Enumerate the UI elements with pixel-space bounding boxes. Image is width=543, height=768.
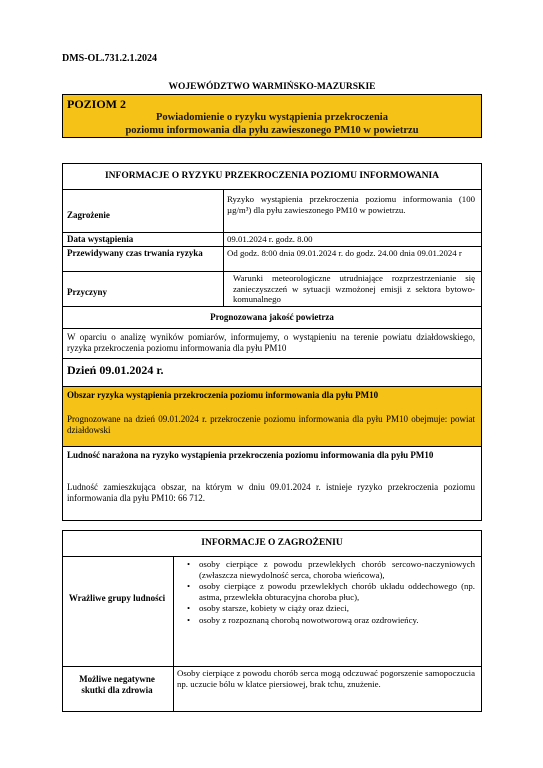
list-item: • osoby cierpiące z powodu przewlekłych chorób sercowo-naczyniowych (zwłaszcza niewydolność serca, choroba wieńcowa),: [197, 559, 475, 580]
alert-title-line2: poziomu informowania dla pyłu zawieszonego PM10 w powietrzu: [125, 124, 419, 136]
row-value-causes: Warunki meteorologiczne utrudniające rozprzestrzenianie się zanieczyszczeń w sytuacji wzmożonej emisji z sektora bytowo-komunalnego: [233, 273, 475, 305]
row-label-duration: Przewidywany czas trwania ryzyka: [67, 248, 203, 258]
risk-info-table: [62, 163, 482, 521]
alert-level: POZIOM 2: [67, 97, 126, 111]
vulnerable-groups-list: [185, 559, 475, 627]
population-text: Ludność zamieszkująca obszar, na którym w dniu 09.01.2024 r. istnieje ryzyko przekroczenia poziomu informowania dla pyłu PM10: 66 712.: [67, 482, 475, 503]
region-heading: WOJEWÓDZTWO WARMIŃSKO-MAZURSKIE: [168, 82, 376, 92]
forecast-text: W oparciu o analizę wyników pomiarów, informujemy, o wystąpieniu na terenie powiatu działdowskiego, ryzyka przekroczenia poziomu informowania dla pyłu PM10: [67, 332, 475, 353]
threat-info-table: [62, 530, 482, 712]
row-label-causes: Przyczyny: [67, 287, 107, 297]
list-item: • osoby z rozpoznaną chorobą nowotworową oraz ozdrowieńcy.: [197, 615, 475, 626]
area-text: Prognozowane na dzień 09.01.2024 r. przekroczenie poziomu informowania dla pyłu PM10 obejmuje: powiat działdowski: [67, 414, 475, 435]
list-item: • osoby starsze, kobiety w ciąży oraz dzieci,: [197, 603, 475, 614]
row-value-date: 09.01.2024 r. godz. 8.00: [227, 234, 313, 244]
alert-banner: [62, 94, 482, 138]
health-effects-label: Możliwe negatywne skutki dla zdrowia: [79, 674, 155, 695]
document-id: DMS-OL.731.2.1.2024: [62, 53, 157, 64]
risk-table-header: INFORMACJE O RYZYKU PRZEKROCZENIA POZIOMU INFORMOWANIA: [104, 171, 440, 181]
health-effects-text: Osoby cierpiące z powodu chorób serca mogą odczuwać pogorszenie samopoczucia np. uczucie bólu w klatce piersiowej, brak tchu, znużenie.: [177, 668, 475, 689]
day-title: Dzień 09.01.2024 r.: [67, 363, 164, 377]
row-label-date: Data wystąpienia: [67, 234, 134, 244]
row-label-threat: Zagrożenie: [67, 210, 110, 220]
threat-table-header: INFORMACJE O ZAGROŻENIU: [201, 538, 343, 548]
row-value-threat: Ryzyko wystąpienia przekroczenia poziomu informowania (100 µg/m³) dla pyłu zawieszonego PM10 w powietrzu.: [227, 194, 475, 215]
alert-title: [63, 112, 481, 137]
population-title: Ludność narażona na ryzyko wystąpienia przekroczenia poziomu informowania dla pyłu PM10: [67, 450, 434, 460]
vulnerable-groups-label: Wrażliwe grupy ludności: [68, 593, 166, 603]
list-item: • osoby cierpiące z powodu przewlekłych chorób układu oddechowego (np. astma, przewlekła obturacyjna choroba płuc),: [197, 581, 475, 602]
forecast-header: Prognozowana jakość powietrza: [210, 312, 334, 322]
alert-title-line1: Powiadomienie o ryzyku wystąpienia przekroczenia: [156, 112, 388, 123]
area-title: Obszar ryzyka wystąpienia przekroczenia poziomu informowania dla pyłu PM10: [67, 390, 379, 400]
row-value-duration: Od godz. 8:00 dnia 09.01.2024 r. do godz. 24.00 dnia 09.01.2024 r: [227, 248, 462, 258]
